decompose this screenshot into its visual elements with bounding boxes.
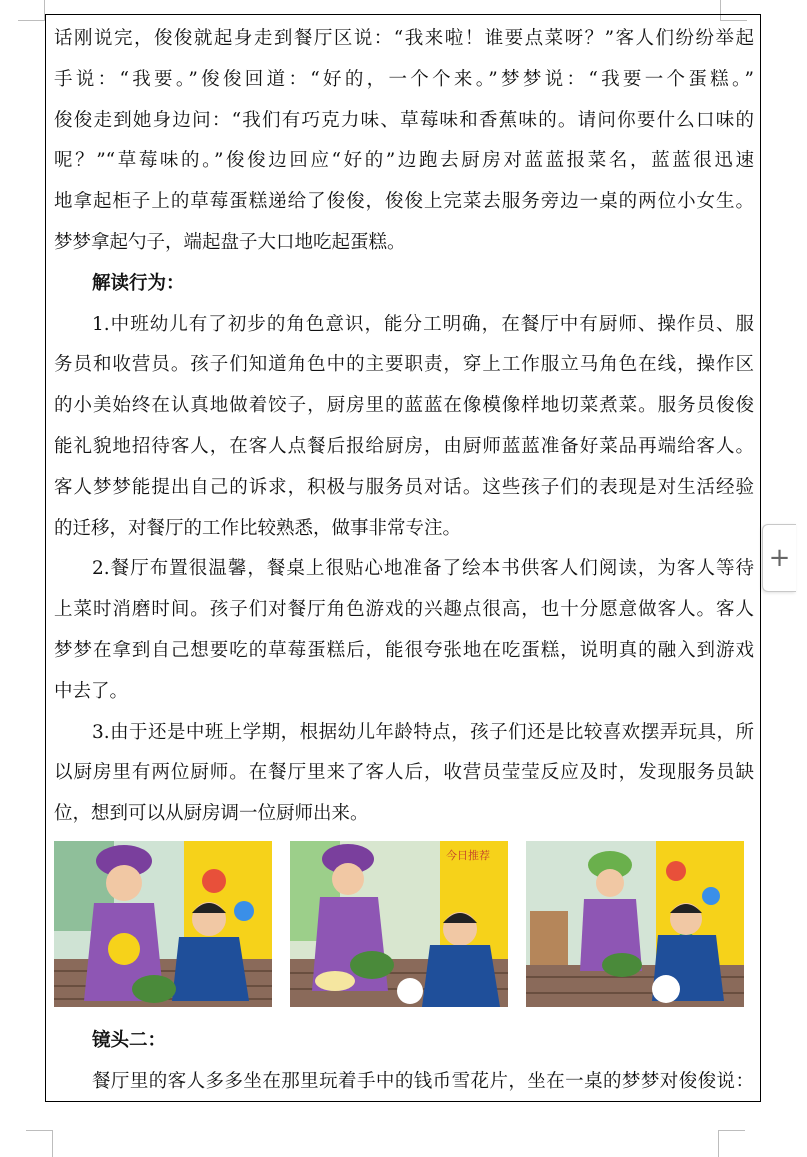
crop-mark-bottom-left [26, 1130, 53, 1157]
crop-mark-bottom-right [718, 1130, 745, 1157]
text-line: 中去了。 [54, 680, 129, 702]
photo-1[interactable] [54, 841, 272, 1007]
text-line: 的小美始终在认真地做着饺子，厨房里的蓝蓝在像模像样地切菜煮菜。服务员俊俊 [54, 395, 754, 417]
paragraph-point-3 [54, 713, 754, 835]
text-line: 上菜时消磨时间。孩子们对餐厅角色游戏的兴趣点很高，也十分愿意做客人。客人 [54, 599, 754, 621]
text-line: 1.中班幼儿有了初步的角色意识，能分工明确，在餐厅中有厨师、操作员、服 [92, 313, 754, 335]
text-line: 梦梦拿起勺子，端起盘子大口地吃起蛋糕。 [54, 231, 406, 253]
text-line: 以厨房里有两位厨师。在餐厅里来了客人后，收营员莹莹反应及时，发现服务员缺 [54, 762, 754, 784]
text-line: 呢？”“草莓味的。”俊俊边回应“好的”边跑去厨房对蓝蓝报菜名，蓝蓝很迅速 [54, 150, 754, 172]
text-line: 2.餐厅布置很温馨，餐桌上很贴心地准备了绘本书供客人们阅读，为客人等待 [92, 558, 754, 580]
crop-mark-top-left [18, 0, 45, 21]
photo-2-image [290, 841, 508, 1007]
document-body[interactable] [54, 19, 754, 1102]
text-line: 地拿起柜子上的草莓蛋糕递给了俊俊，俊俊上完菜去服务旁边一桌的两位小女生。 [54, 191, 754, 213]
paragraph-point-1 [54, 305, 754, 550]
paragraph-point-2 [54, 549, 754, 712]
text-line: 能礼貌地招待客人，在客人点餐后报给厨房，由厨师蓝蓝准备好菜品再端给客人。 [54, 435, 754, 457]
photo-3[interactable] [526, 841, 744, 1007]
heading-shot-2: 镜头二： [92, 1029, 167, 1051]
text-line: 手说：“我要。”俊俊回道：“好的，一个个来。”梦梦说：“我要一个蛋糕。” [54, 68, 754, 90]
paragraph-intro [54, 19, 754, 264]
text-line: 务员和收营员。孩子们知道角色中的主要职责，穿上工作服立马角色在线，操作区 [54, 354, 754, 376]
heading-interpret: 解读行为： [92, 272, 185, 294]
text-line: 话刚说完，俊俊就起身走到餐厅区说：“我来啦！谁要点菜呀？”客人们纷纷举起 [54, 28, 754, 49]
text-line: 的迁移，对餐厅的工作比较熟悉，做事非常专注。 [54, 517, 462, 539]
photo-row [54, 841, 754, 1013]
plus-icon: + [768, 543, 791, 573]
text-line: 梦梦在拿到自己想要吃的草莓蛋糕后，能很夸张地在吃蛋糕，说明真的融入到游戏 [54, 639, 754, 661]
paragraph-shot-2: 餐厅里的客人多多坐在那里玩着手中的钱币雪花片，坐在一桌的梦梦对俊俊说： [92, 1070, 754, 1092]
photo-1-image [54, 841, 272, 1007]
text-line: 3.由于还是中班上学期，根据幼儿年龄特点，孩子们还是比较喜欢摆弄玩具，所 [92, 721, 754, 743]
side-expand-button[interactable] [762, 524, 796, 592]
photo-2[interactable] [290, 841, 508, 1007]
photo-3-image [526, 841, 744, 1007]
text-line: 俊俊走到她身边问：“我们有巧克力味、草莓味和香蕉味的。请问你要什么口味的 [54, 109, 754, 131]
text-line: 位，想到可以从厨房调一位厨师出来。 [54, 803, 369, 825]
poster-text: 今日推荐 [446, 848, 490, 862]
text-line: 客人梦梦能提出自己的诉求，积极与服务员对话。这些孩子们的表现是对生活经验 [54, 476, 754, 498]
document-table-cell [45, 14, 761, 1102]
